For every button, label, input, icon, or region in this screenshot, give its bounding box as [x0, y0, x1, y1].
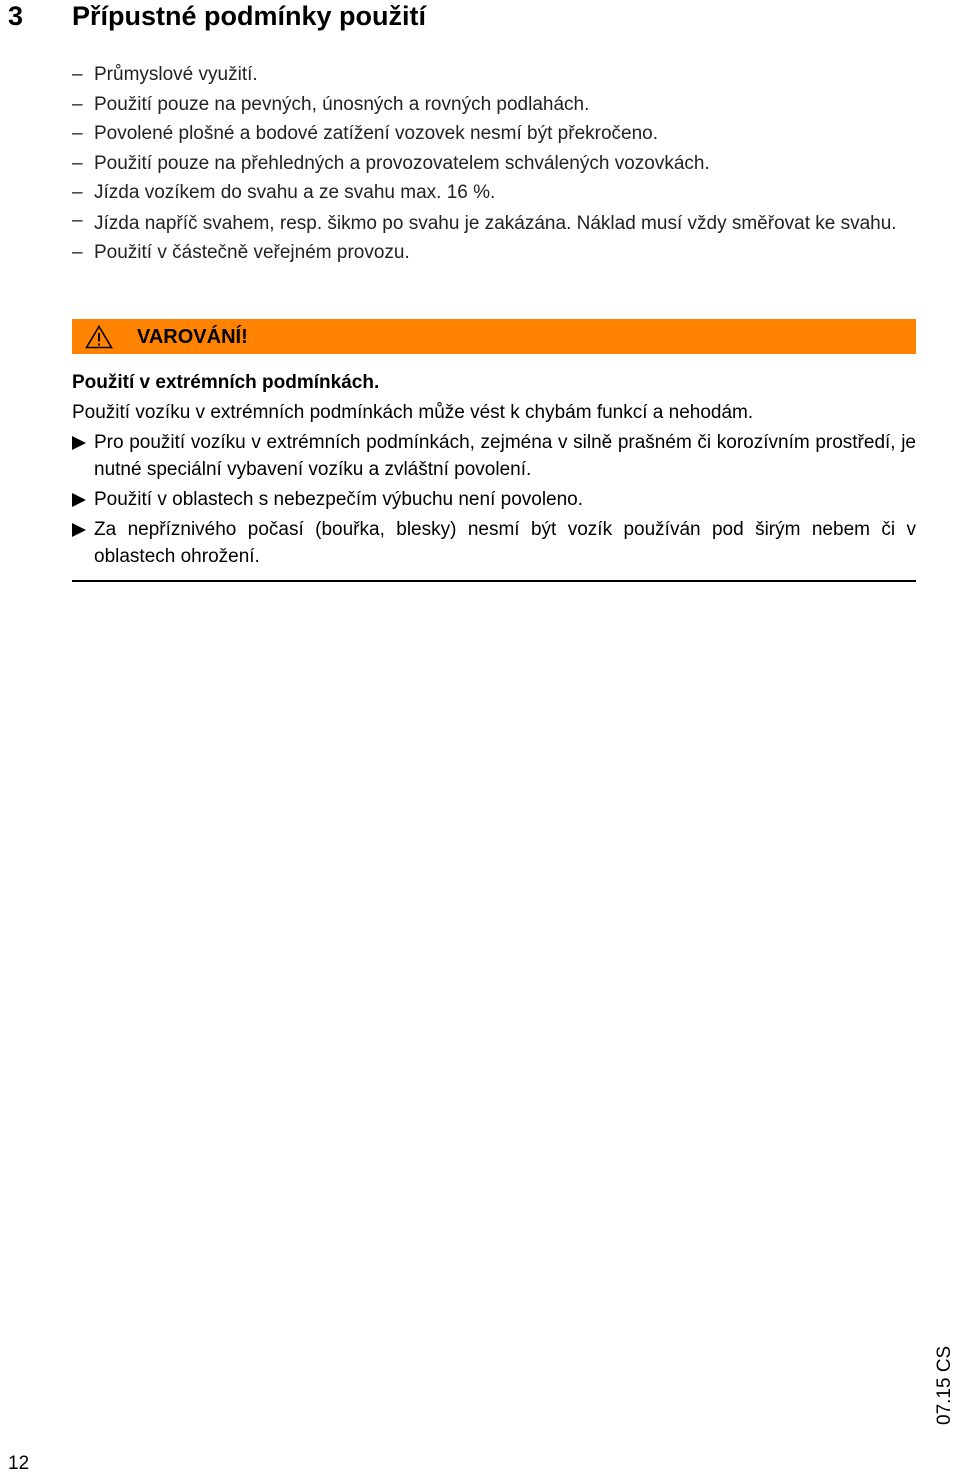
warning-label: VAROVÁNÍ!: [137, 326, 248, 348]
conditions-list: [72, 60, 916, 267]
list-item: [72, 119, 916, 149]
section-number: 3: [8, 1, 24, 31]
arrow-bullet-icon: [72, 493, 86, 507]
section-divider: [72, 580, 916, 582]
warning-text: Použití vozíku v extrémních podmínkách může vést k chybám funkcí a nehodám.: [72, 402, 754, 423]
list-item-text: Jízda napříč svahem, resp. šikmo po svahu je zakázána. Náklad musí vždy směřovat ke svahu.: [94, 212, 897, 234]
dash-bullet: –: [72, 93, 83, 115]
instruction-text: Použití v oblastech s nebezpečím výbuchu není povoleno.: [94, 489, 584, 510]
instruction-list: [72, 429, 916, 573]
warning-title: Použití v extrémních podmínkách.: [72, 372, 380, 393]
page-number: 12: [8, 1453, 30, 1474]
list-item: [72, 60, 916, 90]
list-item: [72, 208, 916, 238]
section-title: Přípustné podmínky použití: [72, 1, 427, 31]
list-item-text: Průmyslové využití.: [94, 64, 258, 85]
section-heading: [8, 0, 426, 32]
arrow-bullet-icon: [72, 523, 86, 537]
list-item-text: Použití pouze na pevných, únosných a rovných podlahách.: [94, 93, 590, 115]
list-item: [72, 90, 916, 120]
list-item: [72, 178, 916, 208]
list-item-text: Povolené plošné a bodové zatížení vozovek nesmí být překročeno.: [94, 123, 659, 144]
dash-bullet: –: [72, 64, 83, 85]
dash-bullet: –: [72, 209, 83, 231]
list-item-text: Použití pouze na přehledných a provozovatelem schválených vozovkách.: [94, 152, 710, 174]
dash-bullet: –: [72, 123, 83, 144]
warning-triangle-icon: [85, 325, 113, 349]
instruction-item: [72, 429, 916, 483]
arrow-bullet-icon: [72, 436, 86, 450]
list-item-text: Použití v částečně veřejném provozu.: [94, 241, 410, 263]
dash-bullet: –: [72, 241, 83, 263]
dash-bullet: –: [72, 182, 83, 203]
instruction-text: Pro použití vozíku v extrémních podmínkách, zejména v silně prašném či korozívním prostředí, je nutné speciální vybavení vozíku a zvláštní povolení.: [94, 432, 916, 480]
warning-banner: [72, 319, 916, 354]
list-item: [72, 238, 916, 268]
list-item: [72, 149, 916, 179]
instruction-text: Za nepříznivého počasí (bouřka, blesky) nesmí být vozík používán pod širým nebem či v oblastech ohrožení.: [94, 519, 916, 567]
revision-label: 07.15 CS: [934, 1345, 955, 1425]
instruction-item: [72, 486, 916, 513]
dash-bullet: –: [72, 152, 83, 174]
instruction-item: [72, 516, 916, 570]
list-item-text: Jízda vozíkem do svahu a ze svahu max. 16 %.: [94, 182, 496, 203]
